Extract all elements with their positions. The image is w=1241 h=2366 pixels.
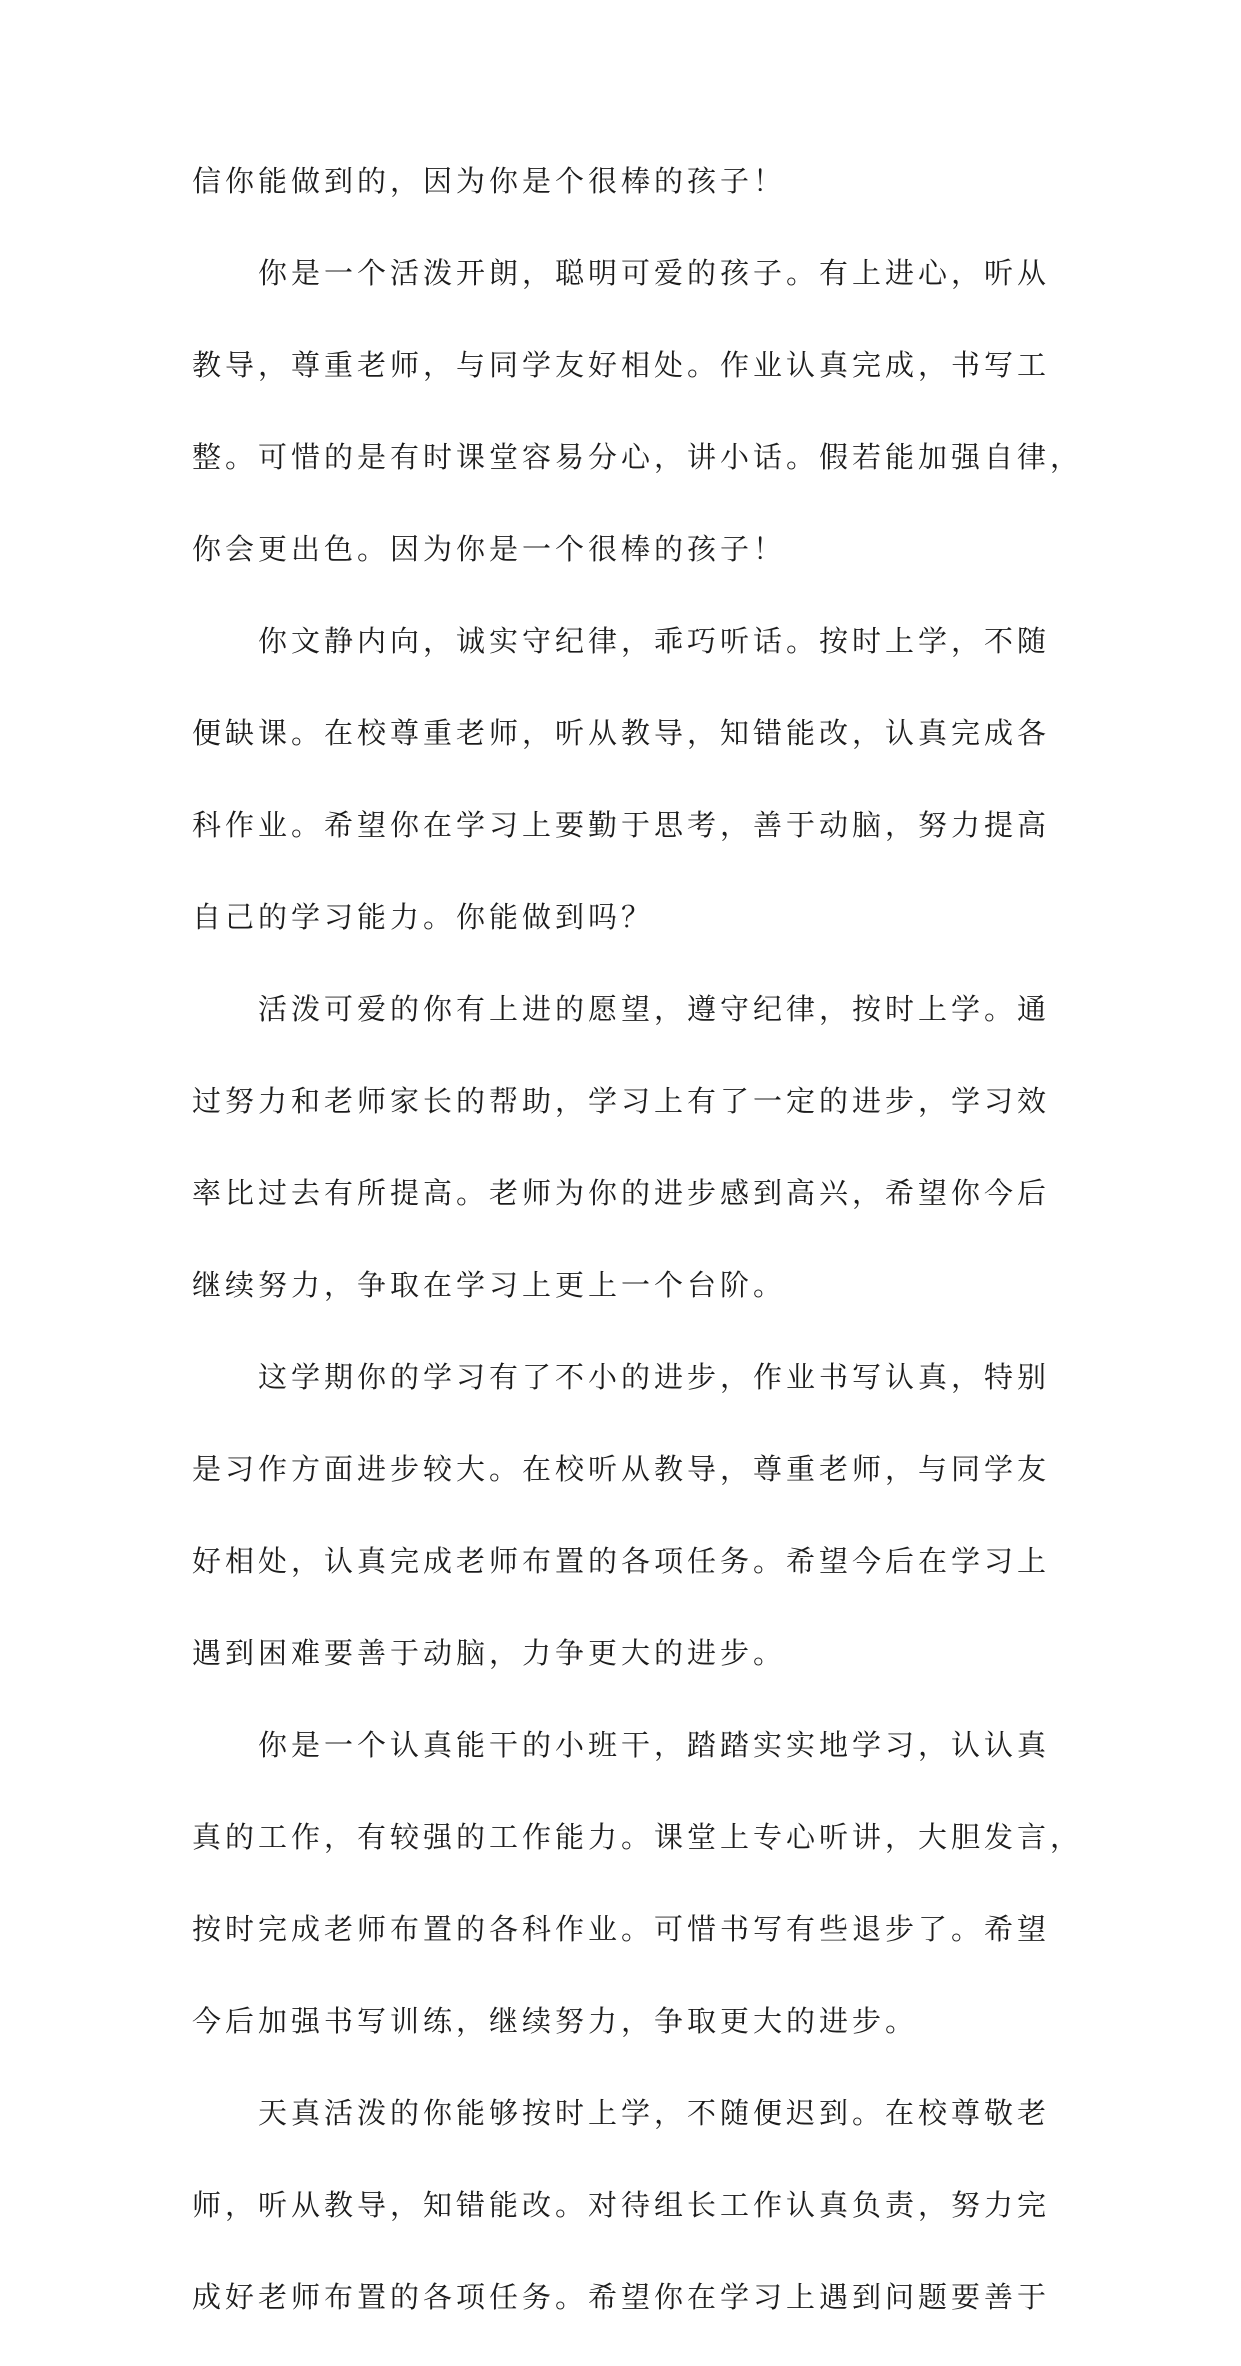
paragraph-first-line: 活泼可爱的你有上进的愿望，遵守纪律，按时上学。通	[258, 992, 1051, 1026]
text-line: 教导，尊重老师，与同学友好相处。作业认真完成，书写工	[192, 348, 1051, 382]
text-line: 率比过去有所提高。老师为你的进步感到高兴，希望你今后	[192, 1176, 1051, 1210]
text-line: 是习作方面进步较大。在校听从教导，尊重老师，与同学友	[192, 1452, 1051, 1486]
text-line: 你会更出色。因为你是一个很棒的孩子！	[192, 532, 787, 566]
text-line: 继续努力，争取在学习上更上一个台阶。	[192, 1268, 787, 1302]
document-body	[192, 158, 1084, 2366]
text-line: 便缺课。在校尊重老师，听从教导，知错能改，认真完成各	[192, 716, 1051, 750]
text-line: 科作业。希望你在学习上要勤于思考，善于动脑，努力提高	[192, 808, 1051, 842]
paragraph-first-line: 你是一个认真能干的小班干，踏踏实实地学习，认认真	[258, 1728, 1051, 1762]
text-line: 按时完成老师布置的各科作业。可惜书写有些退步了。希望	[192, 1912, 1051, 1946]
text-line: 师，听从教导，知错能改。对待组长工作认真负责，努力完	[192, 2188, 1051, 2222]
text-line: 好相处，认真完成老师布置的各项任务。希望今后在学习上	[192, 1544, 1051, 1578]
paragraph-first-line: 这学期你的学习有了不小的进步，作业书写认真，特别	[258, 1360, 1051, 1394]
paragraph-first-line: 你是一个活泼开朗，聪明可爱的孩子。有上进心，听从	[258, 256, 1051, 290]
text-line: 今后加强书写训练，继续努力，争取更大的进步。	[192, 2004, 919, 2038]
text-line: 成好老师布置的各项任务。希望你在学习上遇到问题要善于	[192, 2280, 1051, 2314]
text-line: 整。可惜的是有时课堂容易分心，讲小话。假若能加强自律，	[192, 440, 1084, 474]
text-line: 真的工作，有较强的工作能力。课堂上专心听讲，大胆发言，	[192, 1820, 1084, 1854]
text-line: 信你能做到的，因为你是个很棒的孩子！	[192, 164, 787, 198]
paragraph-first-line: 天真活泼的你能够按时上学，不随便迟到。在校尊敬老	[258, 2096, 1051, 2130]
text-line: 自己的学习能力。你能做到吗？	[192, 900, 655, 934]
text-line: 遇到困难要善于动脑，力争更大的进步。	[192, 1636, 787, 1670]
text-line: 过努力和老师家长的帮助，学习上有了一定的进步，学习效	[192, 1084, 1051, 1118]
paragraph-first-line: 你文静内向，诚实守纪律，乖巧听话。按时上学，不随	[258, 624, 1051, 658]
